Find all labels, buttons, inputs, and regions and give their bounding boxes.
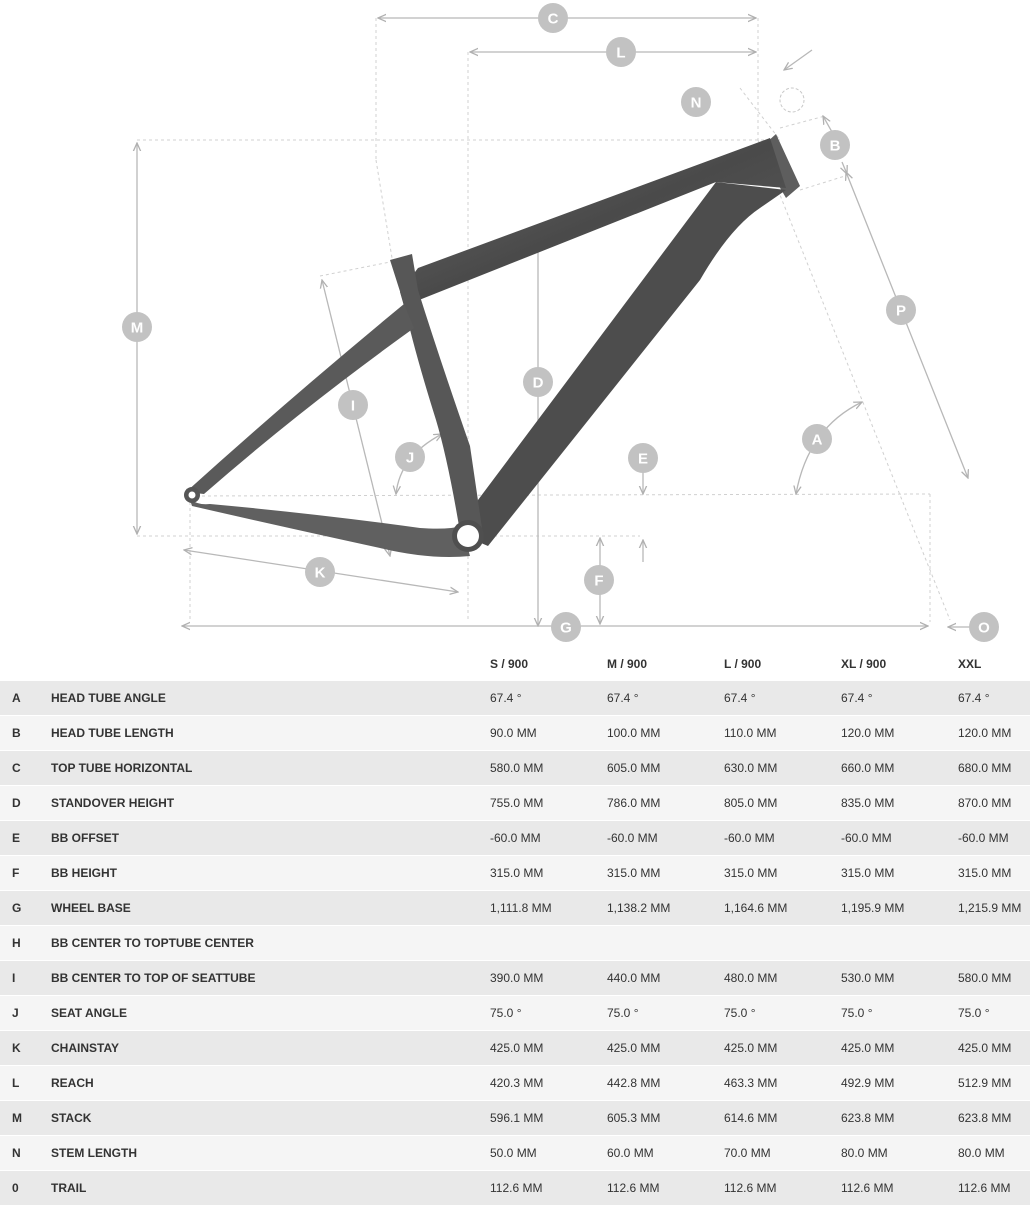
row-letter: A xyxy=(0,681,51,716)
table-row xyxy=(0,751,1030,786)
seat-stay xyxy=(186,304,414,494)
label-bubble-n xyxy=(681,87,711,117)
row-value-cell: 67.4 ° xyxy=(724,681,841,716)
row-value-cell: 100.0 MM xyxy=(607,716,724,751)
table-row xyxy=(0,1066,1030,1101)
table-row xyxy=(0,856,1030,891)
label-bubble-o xyxy=(969,612,999,642)
row-value-cell: 630.0 MM xyxy=(724,751,841,786)
label-a-text: A xyxy=(812,432,823,449)
row-measurement-name: BB CENTER TO TOPTUBE CENTER xyxy=(51,926,490,961)
row-measurement-name: WHEEL BASE xyxy=(51,891,490,926)
row-measurement-name: HEAD TUBE LENGTH xyxy=(51,716,490,751)
row-value-cell: 492.9 MM xyxy=(841,1066,958,1101)
row-value-cell: 680.0 MM xyxy=(958,751,1030,786)
row-value-cell: 112.6 MM xyxy=(841,1171,958,1205)
row-value-cell: 75.0 ° xyxy=(958,996,1030,1031)
table-row xyxy=(0,716,1030,751)
row-letter: I xyxy=(0,961,51,996)
row-letter: 0 xyxy=(0,1171,51,1205)
table-row xyxy=(0,1171,1030,1205)
row-value-cell: 442.8 MM xyxy=(607,1066,724,1101)
row-letter: G xyxy=(0,891,51,926)
row-letter: C xyxy=(0,751,51,786)
row-value-cell: 75.0 ° xyxy=(490,996,607,1031)
row-value-cell: 605.3 MM xyxy=(607,1101,724,1136)
row-letter: E xyxy=(0,821,51,856)
row-value-cell xyxy=(607,926,724,961)
table-row xyxy=(0,926,1030,961)
row-value-cell: 425.0 MM xyxy=(724,1031,841,1066)
row-value-cell: 90.0 MM xyxy=(490,716,607,751)
row-letter: J xyxy=(0,996,51,1031)
row-measurement-name: TRAIL xyxy=(51,1171,490,1205)
row-value-cell: 120.0 MM xyxy=(841,716,958,751)
row-value-cell: 50.0 MM xyxy=(490,1136,607,1171)
row-value-cell: 755.0 MM xyxy=(490,786,607,821)
row-value-cell: 623.8 MM xyxy=(841,1101,958,1136)
label-bubble-d xyxy=(523,367,553,397)
row-value-cell: 80.0 MM xyxy=(958,1136,1030,1171)
row-measurement-name: HEAD TUBE ANGLE xyxy=(51,681,490,716)
row-value-cell xyxy=(841,926,958,961)
row-value-cell: 425.0 MM xyxy=(490,1031,607,1066)
row-value-cell: 80.0 MM xyxy=(841,1136,958,1171)
geometry-table xyxy=(0,648,1030,1205)
chain-stay xyxy=(186,488,470,557)
row-letter: B xyxy=(0,716,51,751)
row-value-cell: 1,164.6 MM xyxy=(724,891,841,926)
label-bubble-b xyxy=(820,130,850,160)
label-k-text: K xyxy=(315,565,326,582)
row-value-cell: 805.0 MM xyxy=(724,786,841,821)
row-value-cell: 67.4 ° xyxy=(490,681,607,716)
row-measurement-name: BB HEIGHT xyxy=(51,856,490,891)
row-letter: H xyxy=(0,926,51,961)
row-value-cell: 425.0 MM xyxy=(841,1031,958,1066)
table-row xyxy=(0,961,1030,996)
row-measurement-name: BB CENTER TO TOP OF SEATTUBE xyxy=(51,961,490,996)
header-size-xxl: XXL xyxy=(958,648,1030,681)
row-value-cell: 60.0 MM xyxy=(607,1136,724,1171)
label-bubble-f xyxy=(584,565,614,595)
row-measurement-name: SEAT ANGLE xyxy=(51,996,490,1031)
row-value-cell: 1,215.9 MM xyxy=(958,891,1030,926)
table-row xyxy=(0,1136,1030,1171)
table-row xyxy=(0,891,1030,926)
row-value-cell: 660.0 MM xyxy=(841,751,958,786)
label-j-text: J xyxy=(406,450,414,467)
row-value-cell: 480.0 MM xyxy=(724,961,841,996)
row-value-cell: -60.0 MM xyxy=(607,821,724,856)
row-value-cell: -60.0 MM xyxy=(841,821,958,856)
header-name xyxy=(51,648,490,681)
label-d-text: D xyxy=(533,375,544,392)
row-value-cell: 67.4 ° xyxy=(958,681,1030,716)
row-value-cell: 512.9 MM xyxy=(958,1066,1030,1101)
table-row xyxy=(0,681,1030,716)
row-value-cell: 420.3 MM xyxy=(490,1066,607,1101)
row-value-cell: 580.0 MM xyxy=(958,961,1030,996)
label-p-text: P xyxy=(896,303,906,320)
row-value-cell xyxy=(490,926,607,961)
label-i-text: I xyxy=(351,398,355,415)
label-n-text: N xyxy=(691,95,702,112)
label-g-text: G xyxy=(560,620,572,637)
row-value-cell: 67.4 ° xyxy=(607,681,724,716)
header-size-xl: XL / 900 xyxy=(841,648,958,681)
table-row xyxy=(0,996,1030,1031)
row-value-cell: 315.0 MM xyxy=(724,856,841,891)
row-value-cell: -60.0 MM xyxy=(958,821,1030,856)
bike-frame xyxy=(184,134,800,557)
label-bubble-j xyxy=(395,442,425,472)
row-value-cell xyxy=(958,926,1030,961)
label-bubble-c xyxy=(538,3,568,33)
row-measurement-name: STEM LENGTH xyxy=(51,1136,490,1171)
header-letter xyxy=(0,648,51,681)
label-bubble-p xyxy=(886,295,916,325)
row-value-cell: 110.0 MM xyxy=(724,716,841,751)
row-measurement-name: REACH xyxy=(51,1066,490,1101)
row-value-cell: 70.0 MM xyxy=(724,1136,841,1171)
row-value-cell: 425.0 MM xyxy=(958,1031,1030,1066)
row-value-cell: 870.0 MM xyxy=(958,786,1030,821)
label-bubble-i xyxy=(338,390,368,420)
row-measurement-name: TOP TUBE HORIZONTAL xyxy=(51,751,490,786)
row-value-cell: -60.0 MM xyxy=(490,821,607,856)
row-value-cell: 112.6 MM xyxy=(958,1171,1030,1205)
label-f-text: F xyxy=(594,573,603,590)
stem-reference-circle xyxy=(780,88,804,112)
label-l-text: L xyxy=(616,45,625,62)
row-value-cell xyxy=(724,926,841,961)
row-value-cell: 112.6 MM xyxy=(490,1171,607,1205)
row-value-cell: 67.4 ° xyxy=(841,681,958,716)
row-value-cell: 1,138.2 MM xyxy=(607,891,724,926)
reference-lines xyxy=(137,18,950,622)
row-letter: L xyxy=(0,1066,51,1101)
seat-tube xyxy=(390,254,482,532)
row-value-cell: 75.0 ° xyxy=(607,996,724,1031)
table-row xyxy=(0,786,1030,821)
row-letter: M xyxy=(0,1101,51,1136)
row-measurement-name: BB OFFSET xyxy=(51,821,490,856)
row-value-cell: 75.0 ° xyxy=(724,996,841,1031)
geometry-table-body xyxy=(0,681,1030,1205)
row-value-cell: -60.0 MM xyxy=(724,821,841,856)
table-row xyxy=(0,1101,1030,1136)
row-value-cell: 120.0 MM xyxy=(958,716,1030,751)
label-c-text: C xyxy=(548,11,559,28)
row-value-cell: 425.0 MM xyxy=(607,1031,724,1066)
label-e-text: E xyxy=(638,451,648,468)
row-letter: N xyxy=(0,1136,51,1171)
row-value-cell: 1,111.8 MM xyxy=(490,891,607,926)
label-bubble-a xyxy=(802,424,832,454)
table-row xyxy=(0,1031,1030,1066)
row-value-cell: 112.6 MM xyxy=(607,1171,724,1205)
row-value-cell: 580.0 MM xyxy=(490,751,607,786)
label-bubble-k xyxy=(305,557,335,587)
row-value-cell: 623.8 MM xyxy=(958,1101,1030,1136)
label-bubble-g xyxy=(551,612,581,642)
rear-axle-hole xyxy=(189,492,196,499)
row-letter: D xyxy=(0,786,51,821)
row-value-cell: 786.0 MM xyxy=(607,786,724,821)
bottom-bracket-hole xyxy=(457,525,479,547)
row-letter: F xyxy=(0,856,51,891)
row-measurement-name: CHAINSTAY xyxy=(51,1031,490,1066)
row-value-cell: 1,195.9 MM xyxy=(841,891,958,926)
label-bubble-m xyxy=(122,312,152,342)
row-measurement-name: STANDOVER HEIGHT xyxy=(51,786,490,821)
table-row xyxy=(0,821,1030,856)
label-o-text: O xyxy=(978,620,990,637)
row-value-cell: 835.0 MM xyxy=(841,786,958,821)
row-value-cell: 614.6 MM xyxy=(724,1101,841,1136)
row-value-cell: 390.0 MM xyxy=(490,961,607,996)
row-value-cell: 440.0 MM xyxy=(607,961,724,996)
header-size-s: S / 900 xyxy=(490,648,607,681)
label-m-text: M xyxy=(131,320,144,337)
row-value-cell: 463.3 MM xyxy=(724,1066,841,1101)
label-bubble-l xyxy=(606,37,636,67)
header-size-m: M / 900 xyxy=(607,648,724,681)
row-value-cell: 315.0 MM xyxy=(958,856,1030,891)
row-measurement-name: STACK xyxy=(51,1101,490,1136)
header-size-l: L / 900 xyxy=(724,648,841,681)
row-value-cell: 596.1 MM xyxy=(490,1101,607,1136)
label-b-text: B xyxy=(830,138,841,155)
table-header-row xyxy=(0,648,1030,681)
row-value-cell: 315.0 MM xyxy=(841,856,958,891)
row-value-cell: 530.0 MM xyxy=(841,961,958,996)
label-bubble-e xyxy=(628,443,658,473)
row-value-cell: 112.6 MM xyxy=(724,1171,841,1205)
row-value-cell: 315.0 MM xyxy=(607,856,724,891)
row-value-cell: 315.0 MM xyxy=(490,856,607,891)
row-value-cell: 605.0 MM xyxy=(607,751,724,786)
row-value-cell: 75.0 ° xyxy=(841,996,958,1031)
row-letter: K xyxy=(0,1031,51,1066)
